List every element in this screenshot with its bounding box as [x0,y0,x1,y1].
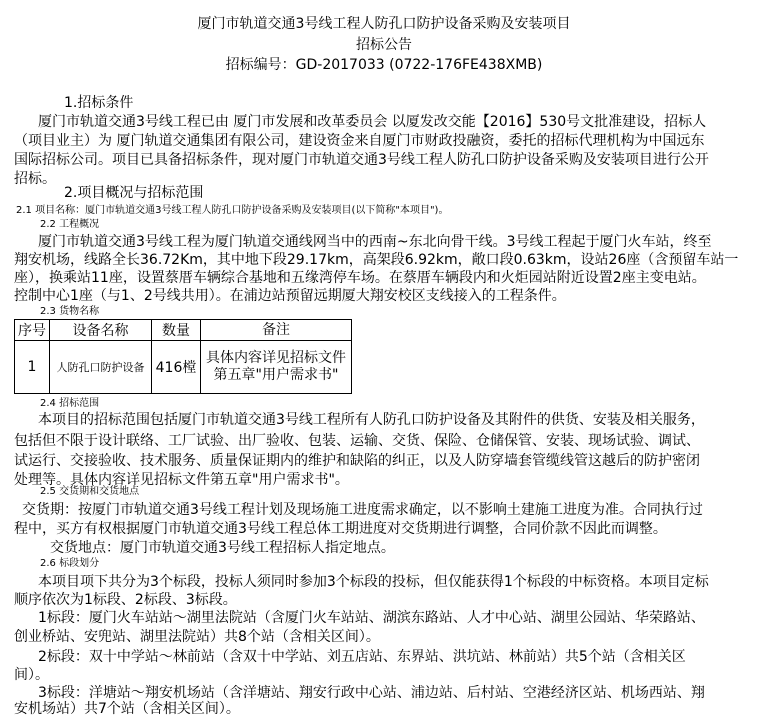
paragraph-line: 国际招标公司。项目已具备招标条件，现对厦门市轨道交通3号线工程人防孔口防护设备采购及安装项目进行公开 [14,152,709,168]
paragraph-line: 控制中心1座（与1、2号线共用）。在浦边站预留远期厦大翔安校区支线接入的工程条件。 [14,288,566,304]
paragraph-line: 厦门市轨道交通3号线工程已由 厦门市发展和改革委员会 以厦发改交能【2016】530号文批准建设，招标人 [38,114,707,130]
subsection-title: 2.3 货物名称 [40,306,100,317]
page-subtitle: 招标公告 [356,37,412,53]
paragraph-line: 招标。 [14,171,56,187]
paragraph-line: 交货地点：厦门市轨道交通3号线工程招标人指定地点。 [50,540,395,556]
table-row [15,341,352,394]
goods-table [14,319,352,394]
paragraph-line: 安机场站）共7个站（含相关区间）。 [14,701,240,717]
table-header-row [15,320,352,341]
column-header: 备注 [201,320,352,341]
subsection-title: 2.2 工程概况 [40,219,100,230]
paragraph-line: 厦门市轨道交通3号线工程为厦门轨道交通线网当中的西南~东北向骨干线。3号线工程起于厦门火车站，终至 [38,234,712,250]
paragraph-line: 交货期：按厦门市轨道交通3号线工程计划及现场施工进度需求确定，以不影响土建施工进度为准。合同执行过 [22,502,703,518]
page-title: 厦门市轨道交通3号线工程人防孔口防护设备采购及安装项目 [197,16,571,32]
column-header: 序号 [15,320,50,341]
bid-number: 招标编号：GD-2017033 (0722-176FE438XMB) [225,57,543,73]
paragraph-line: 1标段：厦门火车站站～湖里法院站（含厦门火车站站、湖滨东路站、人才中心站、湖里公园站、华荣路站、 [38,610,705,626]
paragraph-line: 翔安机场，线路全长36.72Km，其中地下段29.17km，高架段6.92km，敞口段0.63km，设站26座（含预留车站一 [14,252,739,268]
subsection-title: 2.5 交货期和交货地点 [40,486,140,497]
subsection-line: 2.1 项目名称：厦门市轨道交通3号线工程人防孔口防护设备采购及安装项目(以下简称"本项目")。 [16,205,449,216]
table-cell: 具体内容详见招标文件第五章"用户需求书" [201,341,352,394]
paragraph-line: 顺序依次为1标段、2标段、3标段。 [14,592,237,608]
paragraph-line: 本项目项下共分为3个标段，投标人须同时参加3个标段的投标，但仅能获得1个标段的中标资格。本项目定标 [38,574,709,590]
paragraph-line: 处理等。具体内容详见招标文件第五章"用户需求书"。 [14,472,349,488]
subsection-title: 2.4 招标范围 [40,398,100,409]
table-cell: 416樘 [152,341,201,394]
paragraph-line: （项目业主）为 厦门轨道交通集团有限公司，建设资金来自厦门市财政投融资，委托的招标代理机构为中国远东 [14,133,705,149]
paragraph-line: 包括但不限于设计联络、工厂试验、出厂验收、包装、运输、交货、保险、仓储保管、安装、现场试验、调试、 [14,433,700,449]
section-heading: 1.招标条件 [64,95,134,111]
paragraph-line: 3标段：洋塘站～翔安机场站（含洋塘站、翔安行政中心站、浦边站、后村站、空港经济区站、机场西站、翔 [38,685,705,701]
paragraph-line: 程中，买方有权根据厦门市轨道交通3号线工程总体工期进度对交货期进行调整，合同价款不因此而调整。 [14,521,667,537]
paragraph-line: 座），换乘站11座，设置蔡厝车辆综合基地和五缘湾停车场。在蔡厝车辆段内和火炬园站附近设置2座主变电站。 [14,270,706,286]
paragraph-line: 本项目的招标范围包括厦门市轨道交通3号线工程所有人防孔口防护设备及其附件的供货、安装及相关服务， [38,412,705,428]
subsection-title: 2.6 标段划分 [40,558,100,569]
column-header: 数量 [152,320,201,341]
paragraph-line: 间）。 [14,667,49,683]
section-heading: 2.项目概况与招标范围 [64,185,204,201]
column-header: 设备名称 [50,320,152,341]
paragraph-line: 试运行、交接验收、技术服务、质量保证期内的维护和缺陷的纠正，以及人防穿墙套管缆线管这越后的防护密闭 [14,453,700,469]
paragraph-line: 2标段：双十中学站～林前站（含双十中学站、刘五店站、东界站、洪坑站、林前站）共5个站（含相关区 [38,649,686,665]
table-cell: 人防孔口防护设备 [50,341,152,394]
table-cell: 1 [15,341,50,394]
paragraph-line: 创业桥站、安兜站、湖里法院站）共8个站（含相关区间）。 [14,629,380,645]
